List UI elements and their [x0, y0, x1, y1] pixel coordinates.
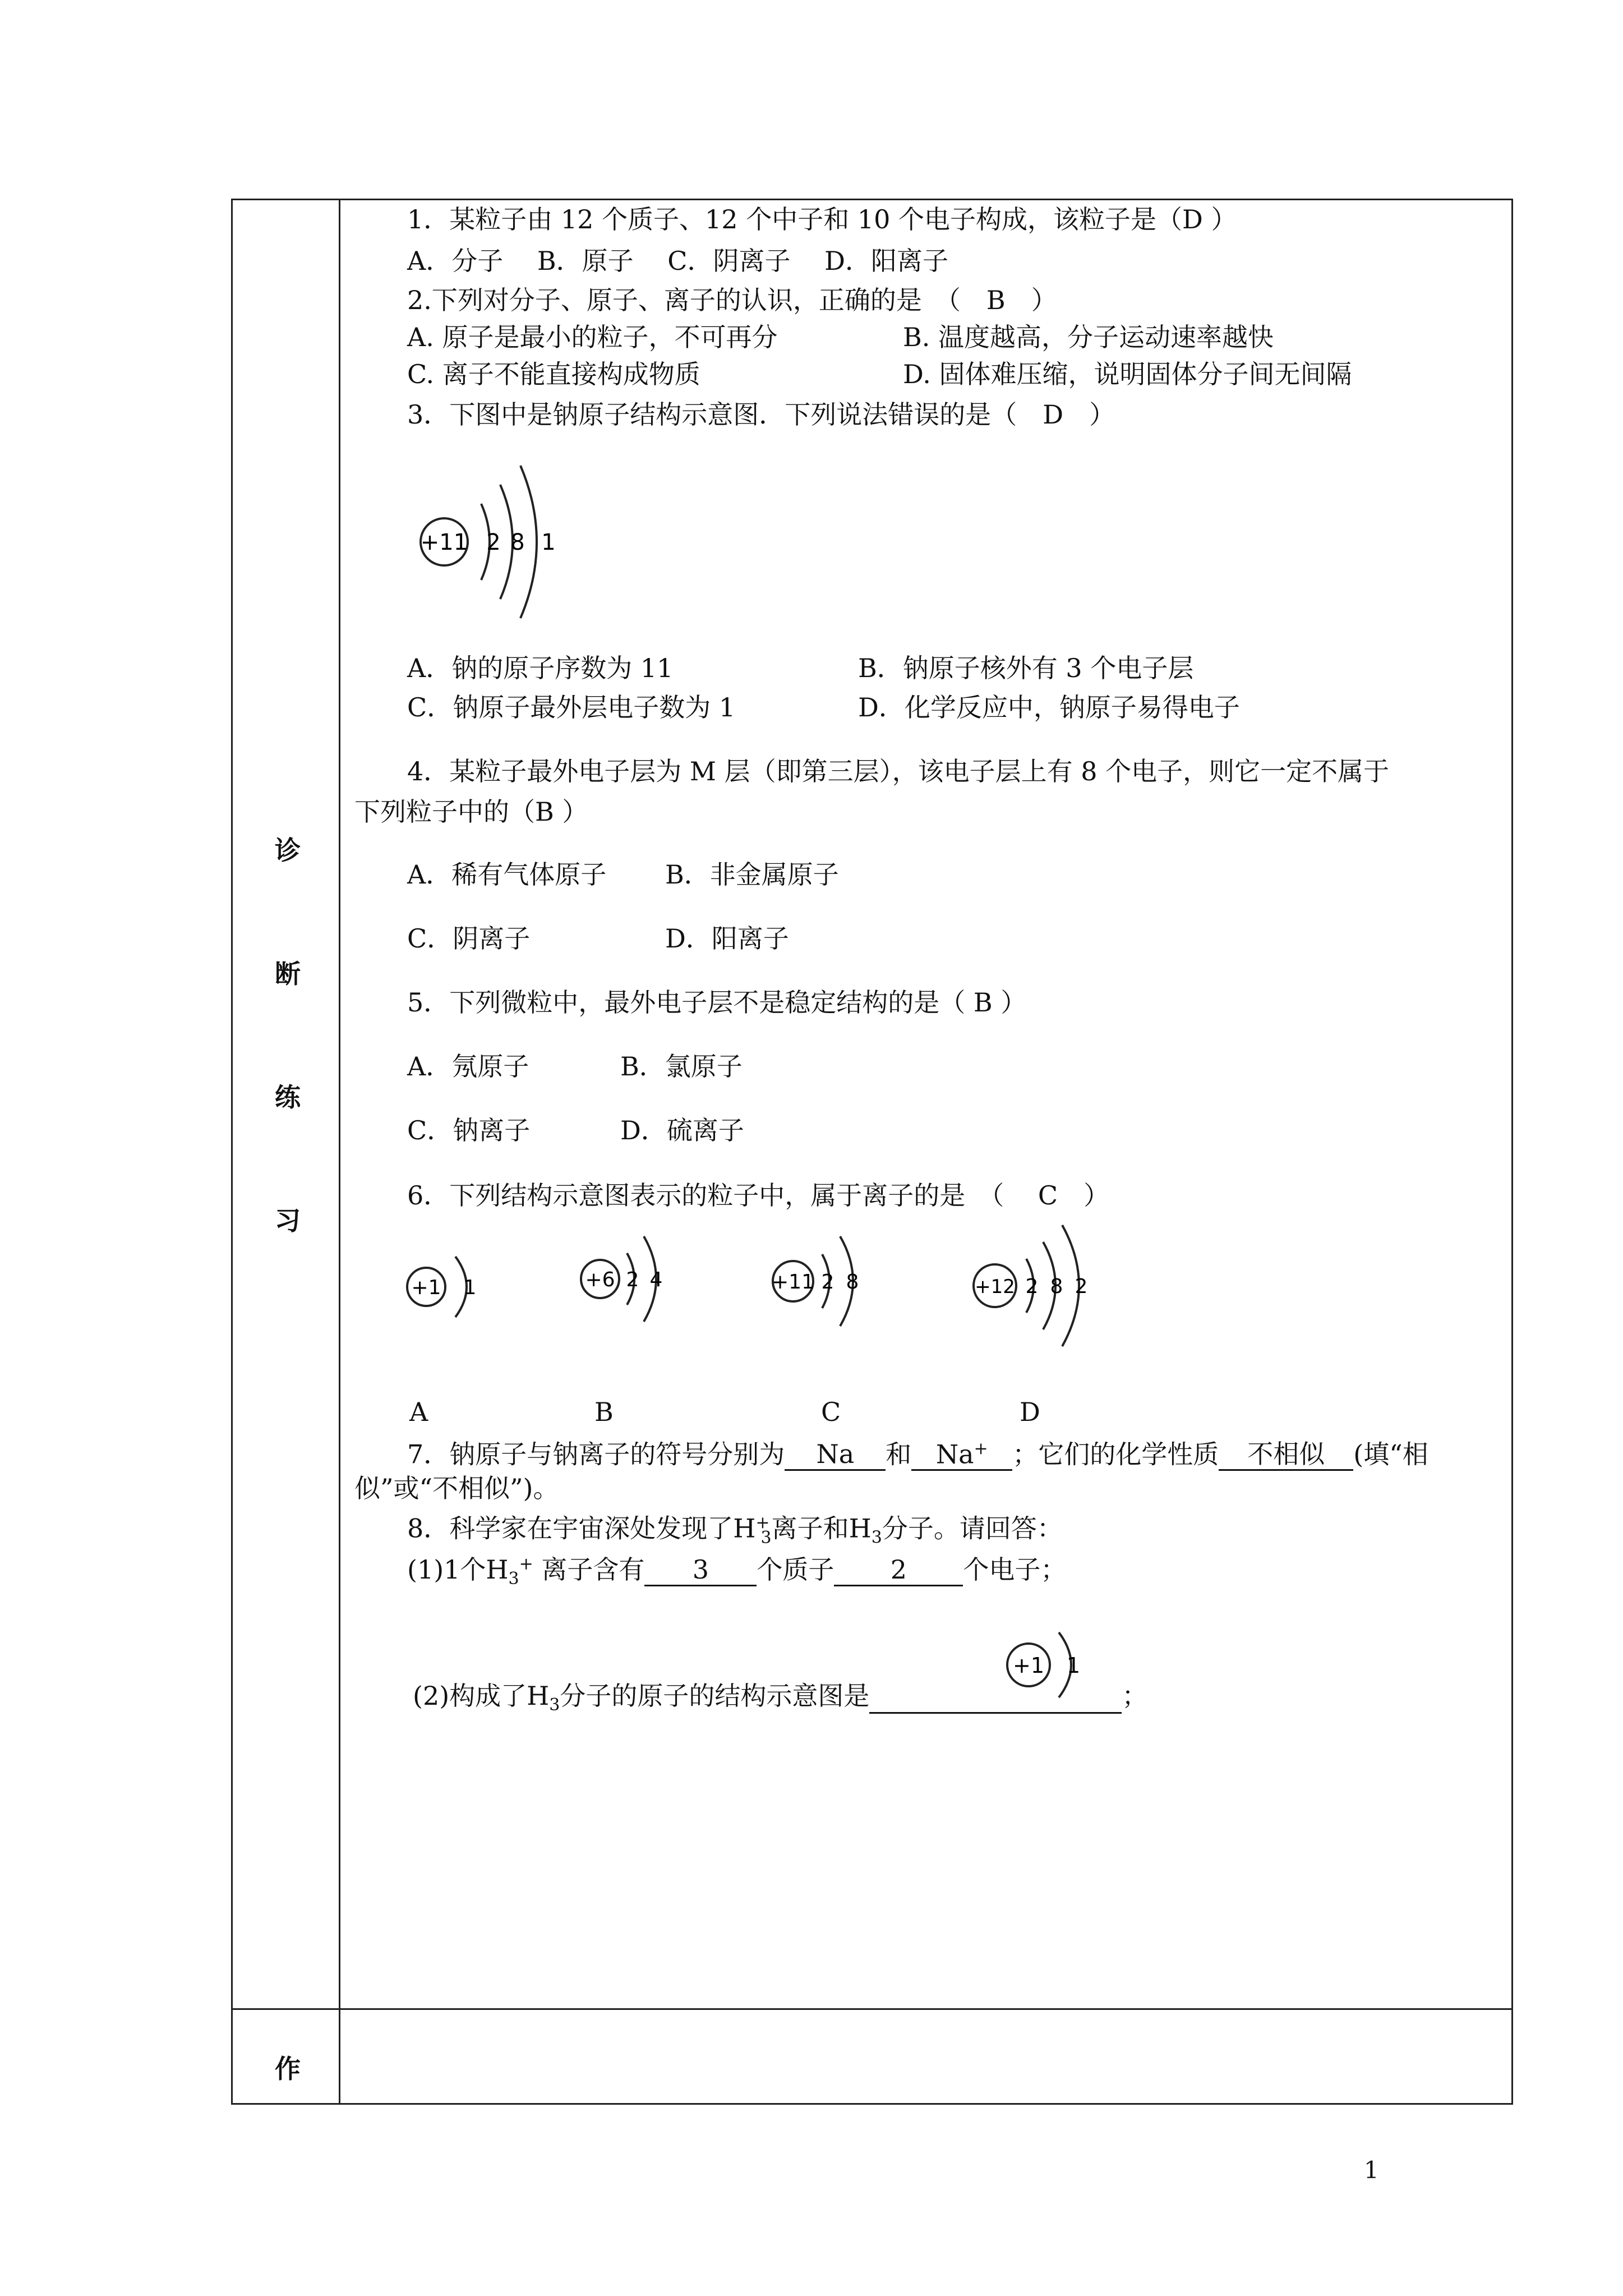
- q2-option-b: B. 温度越高，分子运动速率越快: [903, 322, 1274, 352]
- q4-option-d: D．阳离子: [665, 923, 789, 954]
- q7-text-2: 和: [886, 1439, 912, 1470]
- shell-electrons-2: 8: [510, 530, 525, 555]
- q6-diagram-c-shell-1: 2: [821, 1271, 834, 1294]
- q5-option-a: A．氖原子: [407, 1051, 529, 1082]
- q7-line-1: [407, 1439, 1428, 1471]
- q4-option-b: B．非金属原子: [665, 859, 839, 890]
- q5-stem: 5．下列微粒中，最外电子层不是稳定结构的是（ B ）: [407, 987, 1027, 1018]
- q6-diagram-b-shell-1: 2: [626, 1268, 639, 1291]
- q6-diagram-d: [963, 1217, 1126, 1363]
- q6-diagram-d-nucleus: +12: [975, 1276, 1015, 1298]
- q3-stem: 3．下图中是钠原子结构示意图．下列说法错误的是（ D ）: [407, 399, 1115, 430]
- q6-stem: 6．下列结构示意图表示的粒子中，属于离子的是 （ C ）: [407, 1180, 1110, 1211]
- q6-diagram-a-nucleus: +1: [411, 1276, 441, 1299]
- q3-option-d: D．化学反应中，钠原子易得电子: [858, 692, 1240, 723]
- q7-text-4: (填“相: [1353, 1439, 1428, 1470]
- q2-stem: 2.下列对分子、原子、离子的认识，正确的是 （ B ）: [407, 285, 1057, 315]
- q7-line-2: 似”或“不相似”)。: [354, 1473, 559, 1503]
- side-label-char-3: 练: [275, 1082, 301, 1112]
- q7-answer-1: Na: [785, 1439, 886, 1471]
- q1-options: A．分子 B．原子 C．阴离子 D．阳离子: [407, 246, 948, 276]
- table-column-divider: [339, 199, 340, 2105]
- q6-diagram-c-nucleus: +11: [772, 1271, 814, 1294]
- q2-option-c: C. 离子不能直接构成物质: [407, 359, 700, 389]
- page-number: 1: [1364, 2156, 1379, 2184]
- q4-stem-line-2: 下列粒子中的（B ）: [354, 797, 588, 827]
- q6-label-c: C: [821, 1397, 841, 1427]
- q6-label-d: D: [1020, 1397, 1040, 1427]
- side-label-bottom: 作: [275, 2054, 301, 2084]
- q8-answer-electrons: 2: [834, 1555, 963, 1586]
- q4-option-a: A．稀有气体原子: [407, 859, 607, 890]
- q6-diagram-d-shell-2: 8: [1050, 1275, 1063, 1298]
- q8-answer-protons: 3: [644, 1555, 757, 1586]
- q8-diagram-shell-1: 1: [1066, 1653, 1081, 1678]
- q3-option-b: B．钠原子核外有 3 个电子层: [858, 653, 1194, 683]
- side-label-char-1: 诊: [275, 835, 301, 866]
- q4-option-c: C．阴离子: [407, 923, 531, 954]
- q7-answer-2: Na+: [911, 1439, 1012, 1471]
- side-label-char-4: 习: [275, 1205, 301, 1236]
- q6-label-b: B: [594, 1397, 614, 1427]
- nucleus-charge: +11: [420, 530, 468, 555]
- q8-answer-diagram-blank: [869, 1684, 1122, 1714]
- shell-electrons-3: 1: [541, 530, 556, 555]
- q8-diagram-nucleus: +1: [1012, 1653, 1045, 1678]
- q4-stem-line-1: 4．某粒子最外电子层为 M 层（即第三层），该电子层上有 8 个电子，则它一定不属于: [407, 756, 1390, 786]
- q6-label-a: A: [409, 1397, 428, 1427]
- q8-part-1: (1)1个$H_3^+$ 离子含有 3 个质子 2 个电子；: [407, 1554, 1067, 1589]
- q6-diagram-d-shell-3: 2: [1075, 1275, 1088, 1298]
- shell-electrons-1: 2: [486, 530, 501, 555]
- q1-stem: 1．某粒子由 12 个质子、12 个中子和 10 个电子构成，该粒子是（D ）: [407, 204, 1237, 234]
- q5-option-d: D．硫离子: [620, 1115, 744, 1145]
- q6-diagram-b-nucleus: +6: [585, 1268, 615, 1291]
- q6-diagram-a: [402, 1228, 502, 1358]
- q6-diagram-b: [572, 1217, 701, 1346]
- q5-option-b: B．氯原子: [620, 1051, 743, 1082]
- q7-text-1: 7．钠原子与钠离子的符号分别为: [407, 1439, 785, 1470]
- q5-option-c: C．钠离子: [407, 1115, 531, 1145]
- q2-option-a: A. 原子是最小的粒子，不可再分: [407, 322, 778, 352]
- q6-diagram-b-shell-2: 4: [649, 1268, 663, 1291]
- q8-hydrogen-atom-diagram: [1002, 1604, 1108, 1733]
- table-row-divider: [231, 2008, 1513, 2010]
- q7-answer-3: 不相似: [1219, 1439, 1353, 1471]
- q3-option-a: A．钠的原子序数为 11: [407, 653, 674, 683]
- q2-option-d: D. 固体难压缩，说明固体分子间无间隔: [903, 359, 1352, 389]
- q6-diagram-c: [765, 1217, 900, 1352]
- q3-option-c: C．钠原子最外层电子数为 1: [407, 692, 736, 723]
- q3-sodium-atom-diagram: [409, 443, 578, 651]
- q8-stem: 8．科学家在宇宙深处发现了$H^+_3$离子和$H_3$分子。请回答：: [407, 1513, 1063, 1548]
- q6-diagram-a-shell-1: 1: [463, 1276, 477, 1299]
- q6-diagram-d-shell-1: 2: [1025, 1275, 1039, 1298]
- side-label-char-2: 断: [275, 959, 301, 989]
- q8-part-2: (2)构成了$H_3$分子的原子的结构示意图是 ；: [413, 1681, 1148, 1715]
- q7-text-3: ；它们的化学性质: [1012, 1439, 1219, 1470]
- q6-diagram-c-shell-2: 8: [846, 1271, 859, 1294]
